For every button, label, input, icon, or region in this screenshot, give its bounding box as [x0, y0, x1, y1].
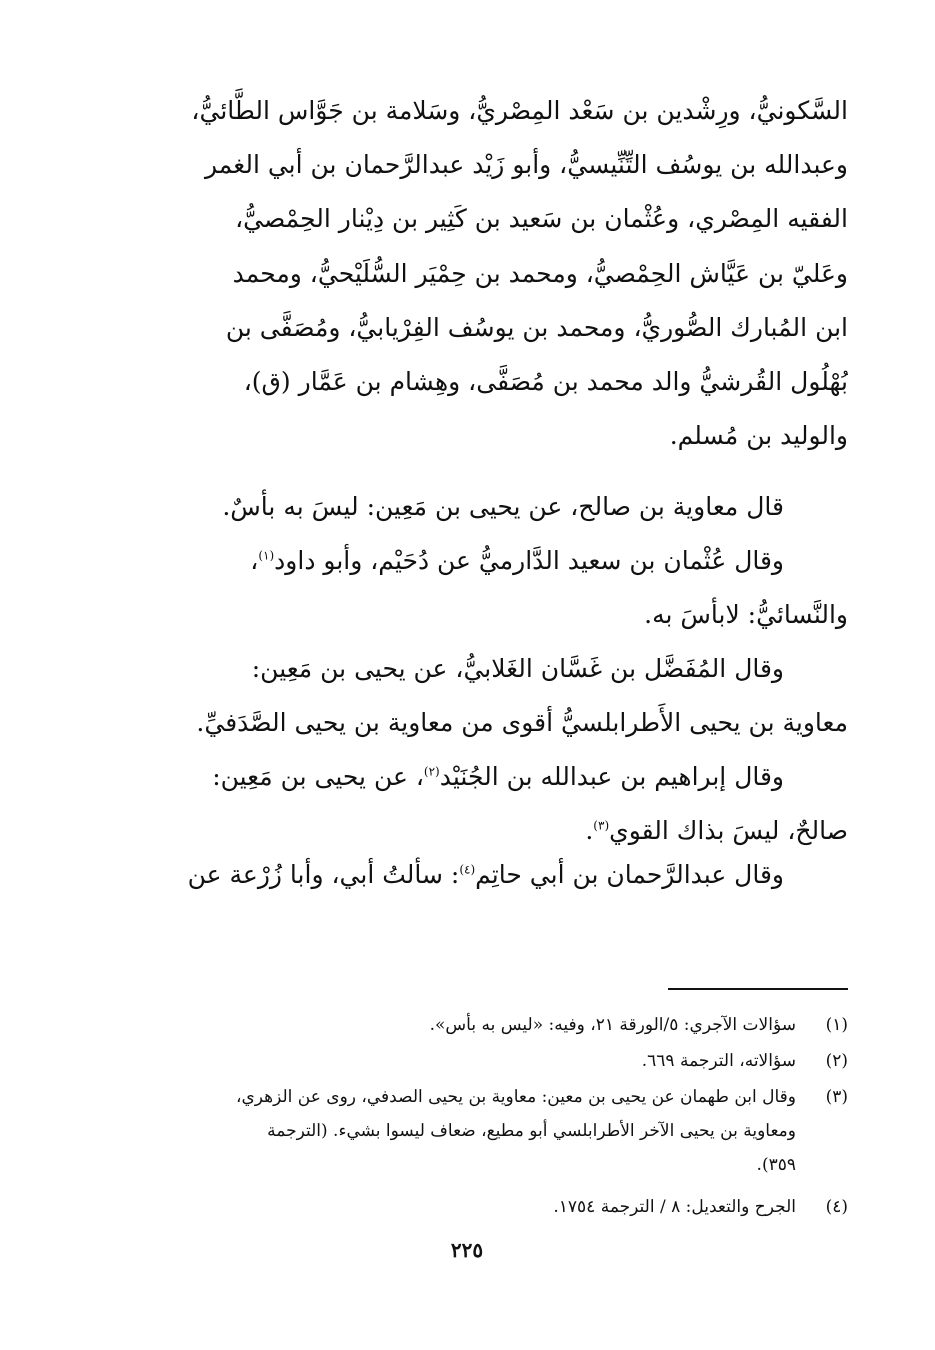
footnote-number: (٣): [825, 1087, 848, 1107]
paragraph-ibn-maeen: [150, 480, 848, 534]
text-line: وقال عُثْمان بن سعيد الدَّارميُّ عن دُحَيْم، وأبو داود$^{(١)}$،: [250, 546, 784, 575]
text-segment: ، عن يحيى بن مَعِين:: [212, 762, 424, 791]
footnote-3: [150, 1080, 848, 1182]
text-line: وعَليّ بن عَيَّاش الحِمْصيُّ، ومحمد بن حِمْيَر السُّلَيْحيُّ، ومحمد: [232, 258, 848, 288]
text-line: ٣٥٩).: [756, 1155, 796, 1175]
footnote-text: [150, 1190, 796, 1224]
text-line: ومعاوية بن يحيى الآخر الأطرابلسي أبو مطيع، ضعاف ليسوا بشيء. (الترجمة: [267, 1121, 796, 1141]
text-line: [150, 848, 848, 902]
paragraph-ghalabi: [150, 642, 848, 750]
paragraph-abi-hatim: [150, 848, 848, 902]
text-line: معاوية بن يحيى الأَطرابلسيُّ أقوى من معاوية بن يحيى الصَّدَفيِّ.: [196, 708, 848, 738]
paragraph-darimi: [150, 534, 848, 642]
text-segment: وقال عُثْمان بن سعيد الدَّارميُّ عن دُحَيْم، وأبو داود: [274, 546, 784, 575]
text-segment: وقال عبدالرَّحمان بن أبي حاتِم: [475, 860, 784, 889]
text-line: سؤالات الآجري: ٥/الورقة ٢١، وفيه: «ليس به بأس».: [429, 1015, 796, 1035]
text-line: بُهْلُول القُرشيُّ والد محمد بن مُصَفَّى، وهِشام بن عَمَّار (ق)،: [243, 366, 848, 396]
text-segment: : سألتُ أبي، وأبا زُرْعة عن: [187, 860, 460, 889]
text-line: وعبدالله بن يوسُف التِّنِّيسيُّ، وأبو زَيْد عبدالرَّحمان بن أبي الغمر: [205, 150, 848, 180]
footnote-2: [150, 1044, 848, 1078]
paragraph-junaid: [150, 750, 848, 858]
text-segment: صالحٌ، ليسَ بذاك القوي: [609, 816, 848, 846]
text-line: والنَّسائيُّ: لابأسَ به.: [644, 600, 848, 630]
footnote-number: (١): [825, 1015, 848, 1035]
footnote-text: [150, 1080, 796, 1182]
footnote-ref-4[interactable]: (٤): [459, 862, 476, 877]
text-line: وقال ابن طهمان عن يحيى بن معين: معاوية بن يحيى الصدفي، روى عن الزهري،: [235, 1087, 796, 1107]
page-number: ٢٢٥: [450, 1238, 484, 1262]
text-line: [150, 750, 848, 804]
text-line: السَّكونيُّ، ورِشْدين بن سَعْد المِصْريُّ، وسَلامة بن جَوَّاس الطَّائيُّ،: [191, 96, 848, 125]
text-line: الجرح والتعديل: ٨ / الترجمة ١٧٥٤.: [553, 1197, 796, 1217]
footnote-1: [150, 1008, 848, 1042]
footnote-number: (٤): [825, 1197, 848, 1217]
text-line: ابن المُبارك الصُّوريُّ، ومحمد بن يوسُف الفِرْيابيُّ، ومُصَفَّى بن: [225, 312, 848, 342]
paragraph-narrators-list: [150, 84, 848, 463]
text-line: قال معاوية بن صالح، عن يحيى بن مَعِين: ليسَ به بأسٌ.: [222, 492, 784, 521]
text-segment: وقال إبراهيم بن عبدالله بن الجُنَيْد: [439, 762, 784, 791]
footnote-ref-2[interactable]: (٢): [423, 764, 440, 779]
footnote-ref-3[interactable]: (٣): [593, 818, 610, 833]
text-line: سؤالاته، الترجمة ٦٦٩.: [641, 1051, 796, 1071]
footnote-ref-1[interactable]: (١): [258, 548, 275, 563]
text-line: الفقيه المِصْري، وعُثْمان بن سَعيد بن كَثِير بن دِيْنار الحِمْصيُّ،: [235, 204, 848, 234]
text-line: صالحٌ، ليسَ بذاك القوي$^{(٣)}$.: [585, 816, 848, 846]
text-line: والوليد بن مُسلم.: [669, 421, 848, 451]
footnote-number: (٢): [825, 1051, 848, 1071]
footnote-divider: [668, 988, 848, 990]
footnote-4: [150, 1190, 848, 1224]
footnote-text: [150, 1044, 796, 1078]
footnote-text: [150, 1008, 796, 1042]
text-line: وقال المُفَضَّل بن غَسَّان الغَلابيُّ، عن يحيى بن مَعِين:: [251, 654, 784, 683]
